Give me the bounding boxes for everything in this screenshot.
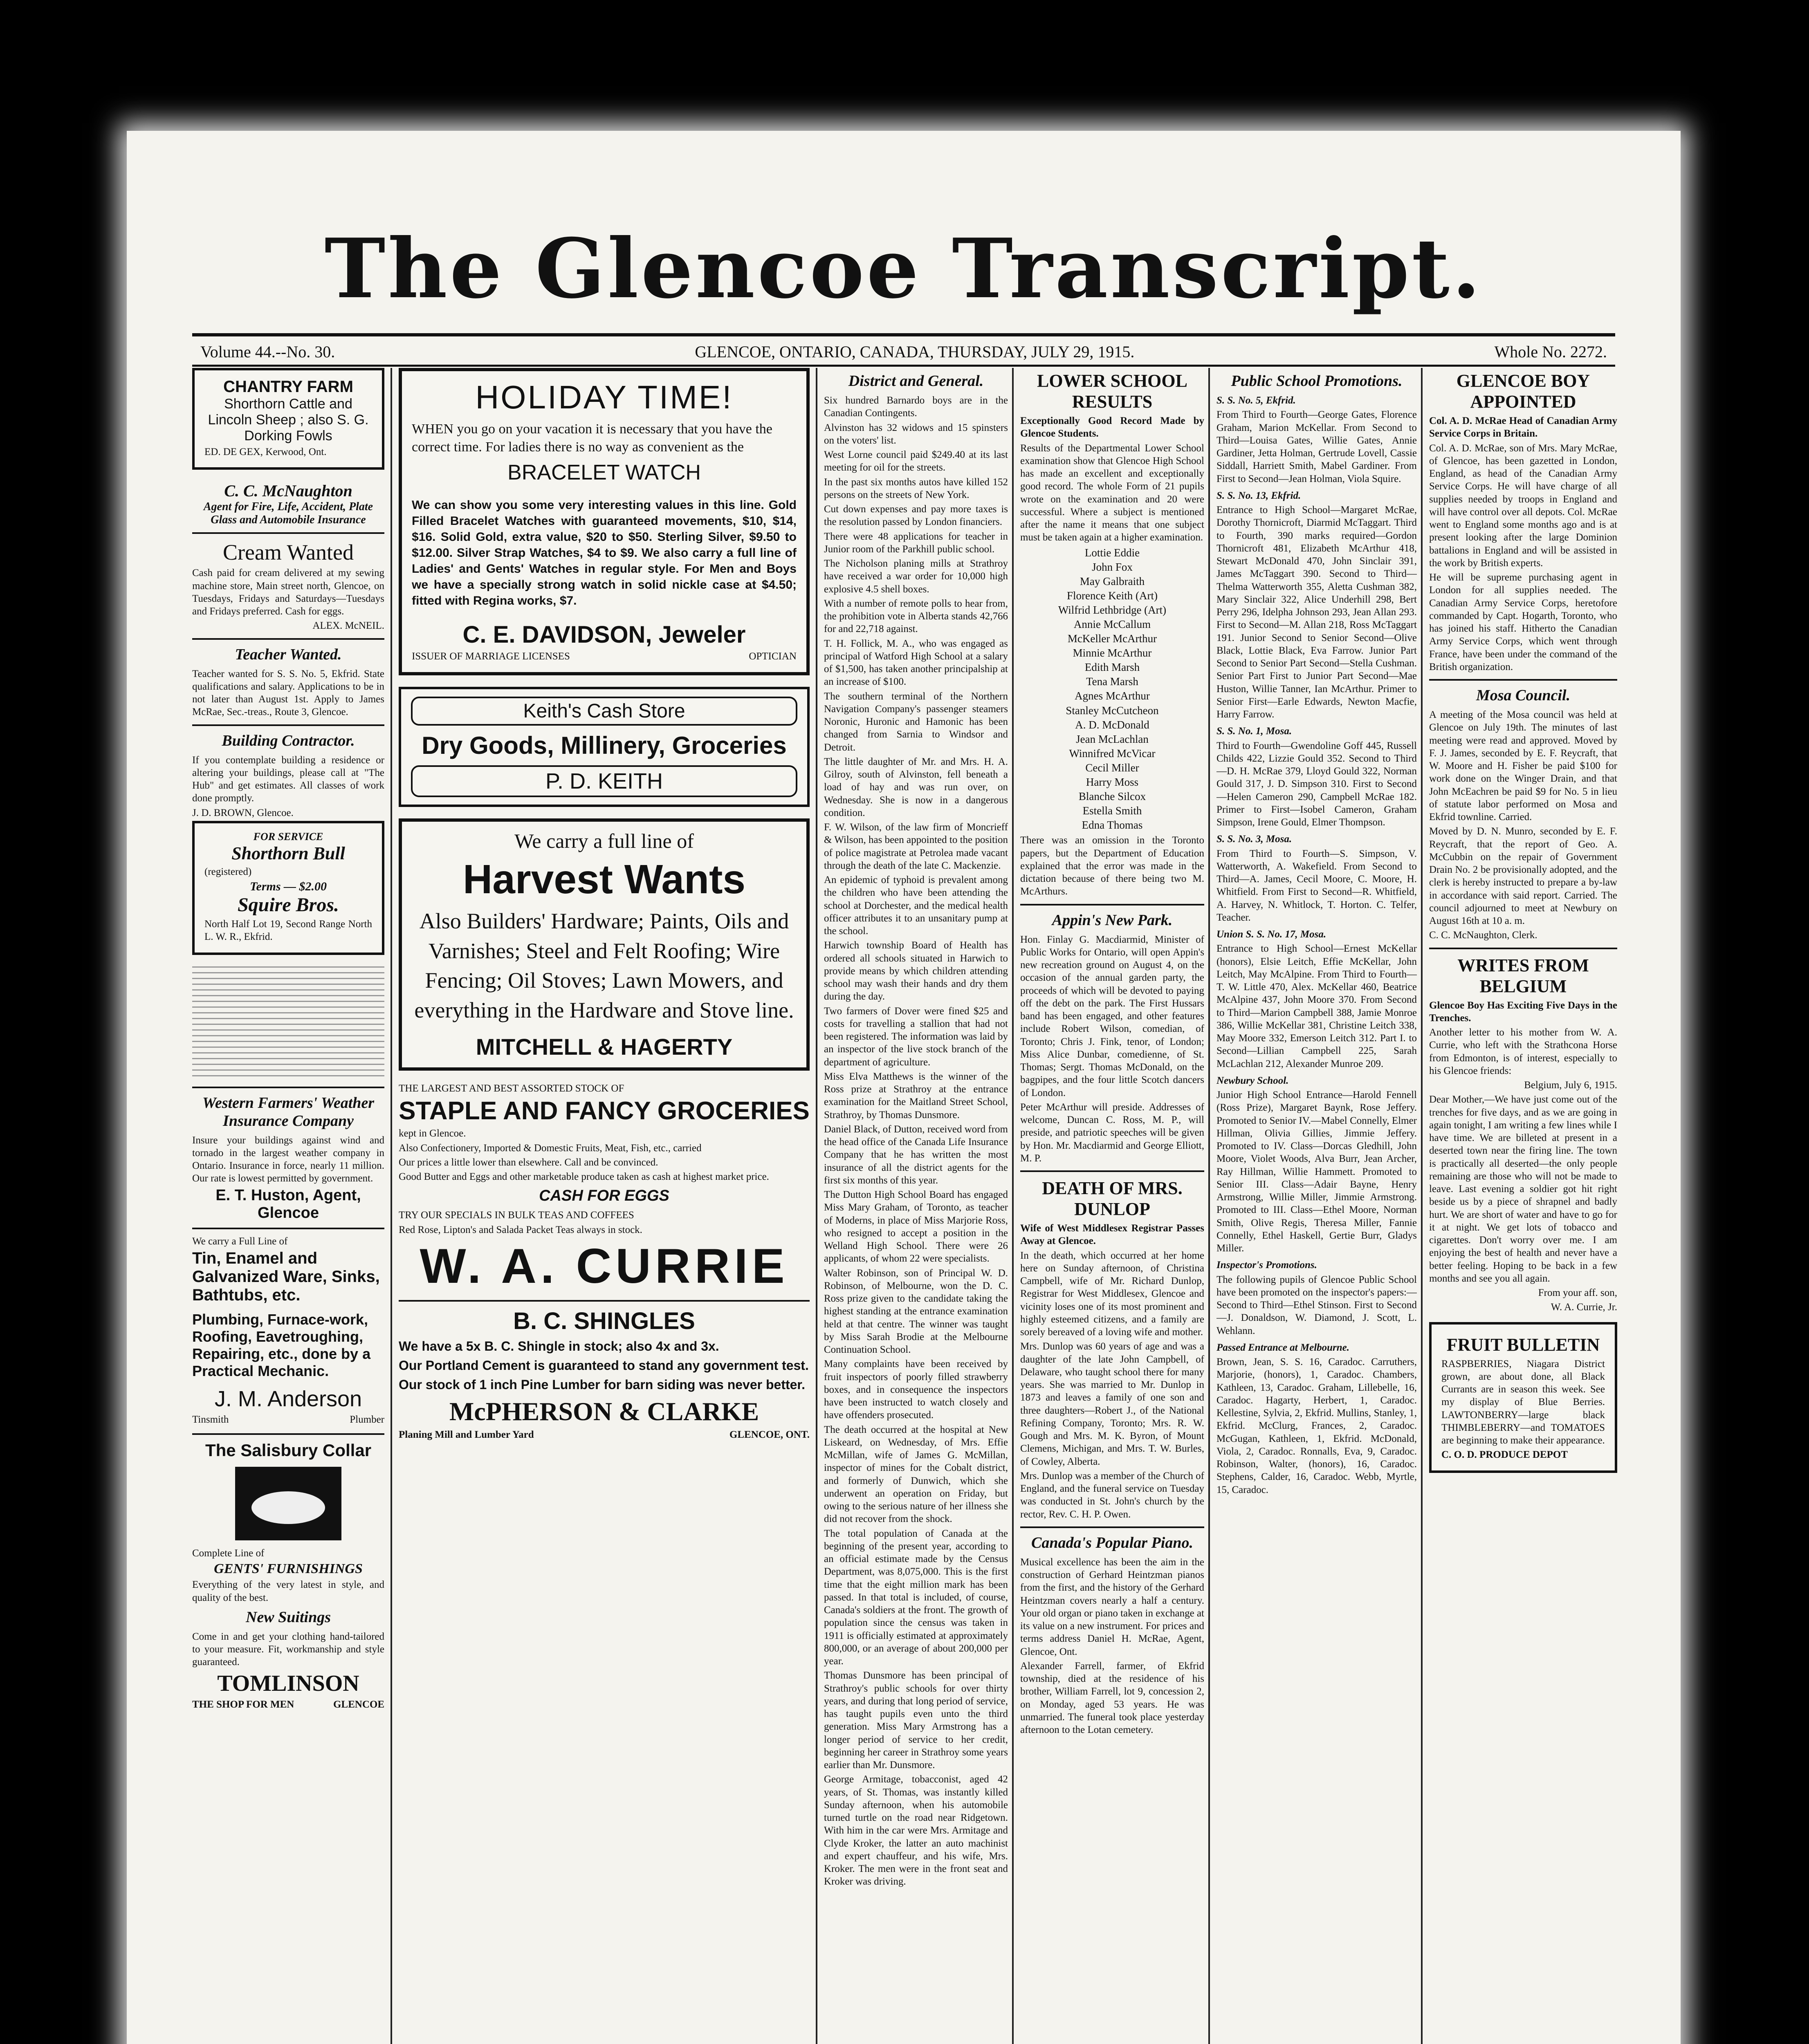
weather-agent: E. T. Huston, Agent, Glencoe (215, 1186, 361, 1221)
divider (399, 1300, 810, 1302)
student-name: May Galbraith (1080, 575, 1145, 587)
harvest-title: Harvest Wants (463, 856, 745, 902)
appin-body2: Peter McArthur will preside. Addresses of welcome, Duncan C. Ross, M. P., will preside, and patriotic speeches will be given by Hon. Mr. Macdiarmid and George Elliott, M. P. (1020, 1101, 1204, 1164)
district-paragraph: There were 48 applications for teacher in Junior room of the Parkhill public school. (824, 531, 1008, 555)
mcnaughton-body: Agent for Fire, Life, Accident, Plate Glass and Automobile Insurance (203, 500, 373, 527)
holiday-watch: BRACELET WATCH (507, 461, 701, 485)
district-paragraph: Walter Robinson, son of Principal W. D. Robinson, of Melbourne, won the D. C. Ross prize given to the candidate taking the highest standing at the entrance examination held at that centre. The winner was taught by Miss Sarah Brodie at the Melbourne Continuation School. (824, 1267, 1008, 1355)
divider (1429, 679, 1617, 681)
column-rule (1421, 368, 1423, 2044)
builder-title: Building Contractor. (222, 732, 355, 749)
mosa-council-body2: Moved by D. N. Munro, seconded by E. F. Reycraft, that the report of Geo. A. McCubbin on the repair of Government Drain No. 2 be provisionally adopted, and the clerk is hereby instructed to prepare a by-law in accordance with said report. Carried. The council adjourned to meet at Newbury on August 16th at 10 a. m. (1429, 826, 1617, 926)
tomlinson-town: GLENCOE (333, 1699, 384, 1710)
harvest-body: Also Builders' Hardware; Paints, Oils and Varnishes; Steel and Felt Roofing; Wire Fencing; Oil Stoves; Lawn Mowers, and everything in the Hardware and Stove line. (414, 908, 794, 1023)
district-paragraph: An epidemic of typhoid is prevalent among the children who have been attending the school at Dorchester, and the medical health officer attributes it to an unsanitary pump at the school. (824, 874, 1008, 937)
student-name: Stanley McCutcheon (1066, 704, 1159, 717)
cream-sign: ALEX. McNEIL. (312, 620, 384, 632)
ad-anderson-tinsmith (192, 1235, 384, 1428)
student-name: Blanche Silcox (1078, 790, 1146, 803)
anderson-body2: Plumbing, Furnace-work, Roofing, Eavetroughing, Repairing, etc., done by a Practical Mechanic. (192, 1311, 371, 1379)
tomlinson-sub (192, 1697, 384, 1712)
promotion-section-heading: S. S. No. 1, Mosa. (1216, 726, 1292, 737)
ad-shorthorn-bull (192, 821, 384, 955)
holiday-body: We can show you some very interesting values in this line. Gold Filled Bracelet Watches with guaranteed movements, $10, $14, $16. Solid Gold, extra value, $20 to $50. Sterling Silver, $9.50 to $12.00. Silver Strap Watches, $4 to $9. We also carry a full line of Ladies' and Gents' Watches in regular style. For Men and Boys we have a specially strong watch in solid nickle case at $4.50; fitted with Regina works, $7. (412, 498, 797, 608)
anderson-name: J. M. Anderson (214, 1386, 362, 1411)
masthead-rule-bottom (192, 365, 1615, 367)
masthead-title: The Glencoe Transcript. (324, 221, 1483, 317)
ad-cream-wanted (192, 540, 384, 632)
district-paragraph: The little daughter of Mr. and Mrs. H. A. Gilroy, south of Alvinston, fell beneath a load of hay and was run over, on Wednesday. She is now in a dangerous condition. (824, 756, 1008, 818)
district-paragraph: Thomas Dunsmore has been principal of Strathroy's public schools for over thirty years, and during that long period of service, has taught pupils even unto the third generation. Miss Mary Armstrong has a longer period of service to her credit, beginning her career in Strathroy some years earlier than Mr. Dunsmore. (824, 1670, 1008, 1771)
column-rule (391, 368, 392, 2044)
mcnaughton-title: C. C. McNaughton (224, 482, 352, 500)
ad-chantry-farm (192, 368, 384, 470)
holiday-jeweler: C. E. DAVIDSON, Jeweler (462, 621, 746, 648)
keith-title: Keith's Cash Store (411, 697, 797, 726)
fruit-title: FRUIT BULLETIN (1446, 1334, 1600, 1355)
district-paragraph: Daniel Black, of Dutton, received word from the head office of the Canada Life Insurance Company that he has written the most insurance of all the district agents for the first six months of this year. (824, 1123, 1008, 1186)
column-rule (1012, 368, 1014, 2044)
holiday-title: HOLIDAY TIME! (475, 379, 733, 415)
student-name: Winnifred McVicar (1069, 747, 1156, 760)
promotion-section-heading: Inspector's Promotions. (1216, 1260, 1317, 1271)
district-paragraph: Harwich township Board of Health has ordered all schools situated in Harwich to provide means by which children attending school may wash their hands and dry them during the day. (824, 940, 1008, 1002)
dunlop-title: DEATH OF MRS. DUNLOP (1042, 1178, 1183, 1219)
district-paragraph: Cut down expenses and pay more taxes is the resolution passed by London financiers. (824, 504, 1008, 528)
currie-eggs: CASH FOR EGGS (539, 1187, 669, 1205)
column-rule (1208, 368, 1210, 2044)
promotion-section-heading: S. S. No. 5, Ekfrid. (1216, 395, 1296, 406)
ad-salisbury-collar (192, 1441, 384, 1712)
promotion-section (1216, 833, 1417, 924)
promotion-section-heading: Passed Entrance at Melbourne. (1216, 1342, 1350, 1353)
shingles-line2: Our Portland Cement is guaranteed to stand any government test. (399, 1358, 809, 1373)
teacher-body: Teacher wanted for S. S. No. 5, Ekfrid. State qualifications and salary. Applications to be in not later than August 1st. Apply to James McRae, Sec.-treas., Route 3, Glencoe. (192, 668, 384, 718)
chantry-owner: ED. DE GEX, Kerwood, Ont. (204, 446, 327, 457)
student-name: Harry Moss (1086, 776, 1139, 788)
shingles-town: GLENCOE, ONT. (729, 1429, 810, 1440)
column-school-results (1020, 368, 1204, 2044)
salisbury-body: Everything of the very latest in style, and quality of the best. (192, 1579, 384, 1603)
cream-body: Cash paid for cream delivered at my sewing machine store, Main street north, Glencoe, on Tuesdays, Fridays and Saturdays—Tuesdays and Fridays preferred. Cash for eggs. (192, 567, 384, 617)
promotion-section (1216, 725, 1417, 829)
promotion-section-text: From Third to Fourth—S. Simpson, V. Watterworth, A. Wakefield. From Second to Third—A. James, Cecil Moore, C. Moore, H. Whitfield. From First to Second—R. Whitfield, A. Harvey, N. Whitlock, T. Horton. C. Telfer, Teacher. (1216, 848, 1417, 923)
mosa-council-body: A meeting of the Mosa council was held at Glencoe on July 19th. The minutes of last meeting were read and approved. Moved by F. J. James, seconded by E. F. Reycraft, that W. Moore and H. Fisher be paid $100 for work done on the Winger Drain, and that John McEachren be paid $9 for No. 5 in lieu of statute labor performed on Mosa and Ekfrid townline. Carried. (1429, 709, 1617, 823)
lower-school-title: LOWER SCHOOL RESULTS (1037, 371, 1187, 412)
mosa-council-title: Mosa Council. (1476, 687, 1571, 704)
professional-cards-text (192, 966, 384, 1081)
student-name: A. D. McDonald (1075, 718, 1149, 731)
promotion-section (1216, 394, 1417, 485)
promotion-section-text: Entrance to High School—Margaret McRae, Dorothy Thornicroft, Diarmid McTaggart. Third to Fourth, 390 marks required—Gordon Thornicroft 481, Elizabeth McArthur 418, Stewart McDonald 470, John Sinclair 391, James McTaggart 390. Second to Third—Thelma Watterworth 355, Aletta Cushman 382, Mary Sinclair 322, Alice Underhill 298, Bert Perry 296, Idelpha Johnson 293, Jean Allan 293. First to Second—M. Allan 218, Ross McTaggart 191. Junior Second to Senior Second—Olive Black, Lottie Black, Eva Farrow. Junior Part Second to Senior Part Second—Stella Cushman. Senior Part First to Junior Part Second—Mae Huston, Willie Tanner, Ian McArthur. Primer to Senior First—Earle Edwards, Newton Macfie, Harry Farrow. (1216, 504, 1417, 720)
student-name: Estella Smith (1082, 805, 1142, 817)
weather-title: Western Farmers' Weather Insurance Company (202, 1094, 375, 1130)
ad-keith-cash-store (399, 687, 810, 807)
district-paragraph: Two farmers of Dover were fined $25 and costs for travelling a stallion that had not been registered. The information was laid by an inspector of the live stock branch of the department of agriculture. (824, 1005, 1008, 1068)
district-paragraph: The death occurred at the hospital at New Liskeard, on Wednesday, of Mrs. Effie McMillan, wife of James G. McMillan, inspector of mines for the Cobalt district, and formerly of Dunwich, which she underwent an operation on Friday, but owing to the serious nature of her illness she did not recover from the shock. (824, 1424, 1008, 1525)
shingles-title: B. C. SHINGLES (513, 1307, 695, 1334)
district-paragraph: George Armitage, tobacconist, aged 42 years, of St. Thomas, was instantly killed Sunday afternoon, when his automobile turned turtle on the road near Ridgetown. With him in the car were Mrs. Armitage and Clyde Kroker, the latter an auto machinist and expert chauffeur, and his wife, Mrs. Kroker. The men were in the front seat and Kroker was driving. (824, 1774, 1008, 1887)
district-paragraph: Miss Elva Matthews is the winner of the Ross prize at Strathroy at the entrance examination for the Maitland Street School, Strathroy, by Thomas Dunsmore. (824, 1071, 1008, 1121)
promotion-section-text: Third to Fourth—Gwendoline Goff 445, Russell Childs 422, Lizzie Gould 352. Second to Third—D. H. McRae 379, Lloyd Gould 322, Norman Gould 317, J. D. Simpson 310. First to Second—Helen Cameron 290, Campbell McRae 182. Primer to First—Isobel Cameron, Graham Simpson, Irene Gould, Elmer Thompson. (1216, 740, 1417, 828)
student-name: Minnie McArthur (1073, 647, 1152, 659)
harvest-intro: We carry a full line of (514, 829, 694, 852)
anderson-trades (192, 1412, 384, 1428)
fruit-body: RASPBERRIES, Niagara District grown, are about done, all Black Currants are in season this week. See my display of Blue Berries. LAWTONBERRY—large black THIMBLEBERRY—and TOMATOES are beginning to make their appearance. (1441, 1358, 1605, 1446)
currie-teas: TRY OUR SPECIALS IN BULK TEAS AND COFFEES (399, 1210, 634, 1221)
anderson-intro: We carry a Full Line of (192, 1235, 288, 1247)
date-line: GLENCOE, ONTARIO, CANADA, THURSDAY, JULY 29, 1915. (695, 342, 1135, 361)
bull-reg: (registered) (204, 866, 252, 877)
tomlinson-name: TOMLINSON (217, 1670, 359, 1696)
harvest-firm: MITCHELL & HAGERTY (476, 1034, 733, 1060)
bull-address: North Half Lot 19, Second Range North L. W. R., Ekfrid. (204, 919, 372, 943)
volume-number: Volume 44.--No. 30. (200, 342, 335, 361)
promotion-section-text: Brown, Jean, S. S. 16, Caradoc. Carruthers, Marjorie, (honors), 1, Caradoc. Chambers, Kathleen, 13, Caradoc. Graham, Lillebelle, 16, Caradoc. Hagarty, Herbert, 1, Caradoc. Kellestine, Sylvia, 2, Ekfrid. Mullins, Stanley, 1, Ekfrid. McClurg, Frances, 2, Caradoc. McGugan, Kathleen, 1, Ekfrid. McDonald, Viola, 2, Caradoc. Ronnalls, Eva, 9, Caradoc. Robinson, Walter, (honors), 16, Caradoc. Stephens, Calder, 16, Caradoc. Webb, Myrtle, 15, Caradoc. (1216, 1356, 1417, 1495)
chantry-body: Shorthorn Cattle and Lincoln Sheep ; also S. G. Dorking Fowls (208, 396, 369, 444)
keith-body: Dry Goods, Millinery, Groceries (422, 731, 787, 759)
teacher-title: Teacher Wanted. (235, 645, 342, 663)
builder-body: If you contemplate building a residence or altering your buildings, please call at "The Hub" and get estimates. All classes of work done promptly. (192, 754, 384, 804)
district-paragraph: F. W. Wilson, of the law firm of Moncrieff & Wilson, has been appointed to the position of police magistrate at Petrolea made vacant through the death of the late C. Mackenzie. (824, 822, 1008, 871)
chantry-title: CHANTRY FARM (223, 378, 353, 396)
ad-weather-insurance (192, 1094, 384, 1222)
column-district-news (824, 368, 1008, 2044)
ad-holiday-time (399, 368, 810, 675)
column-right-news (1429, 368, 1617, 2044)
district-paragraphs (824, 394, 1008, 1888)
dunlop-body: In the death, which occurred at her home here on Sunday afternoon, of Christina Campbell, wife of Mr. Richard Dunlop, Registrar for West Middlesex, Glencoe and vicinity loses one of its most prominent and highly esteemed citizens, and a family are sorely bereaved of a loving wife and mother. (1020, 1250, 1204, 1338)
collar-illustration (235, 1467, 341, 1540)
district-paragraph: West Lorne council paid $249.40 at its last meeting for oil for the streets. (824, 449, 1008, 473)
lower-school-tail: There was an omission in the Toronto papers, but the Department of Education explained that the error was made in the dictation because of there being two M. McArthurs. (1020, 835, 1204, 897)
divider (192, 724, 384, 726)
student-name: Cecil Miller (1085, 761, 1139, 774)
holiday-intro: WHEN you go on your vacation it is necessary that you have the correct time. For ladies there is no way as convenient as the (412, 421, 772, 455)
boy-appointed-body2: He will be supreme purchasing agent in London for all supplies needed. The Canadian Army Service Corps, heretofore commanded by Capt. Hogarth, Toronto, who has joined his staff. Hitherto the Canadian Army Service Corps, which went through France, have been under the command of the British organization. (1429, 572, 1617, 672)
ad-teacher-wanted (192, 645, 384, 719)
appin-body: Hon. Finlay G. Macdiarmid, Minister of Public Works for Ontario, will open Appin's new recreation ground on August 4, on the occasion of the annual garden party, the proceeds of which will be devoted to paying off the debt on the park. The First Hussars band has been engaged, and other features include Robert Wilson, comedian, of Toronto; Chris J. Fink, tenor, of London; Miss Alice Dunbar, comedienne, of St. Thomas; Sergt. Thomas McDonald, on the bagpipes, and the four little Scotch dancers of London. (1020, 934, 1204, 1098)
district-paragraph: The Nicholson planing mills at Strathroy have received a war order for 10,000 high explosive 4.5 shell boxes. (824, 558, 1008, 595)
currie-butter: Good Butter and Eggs and other marketable produce taken as cash at highest market price. (399, 1171, 769, 1183)
currie-teas2: Red Rose, Lipton's and Salada Packet Teas always in stock. (399, 1224, 642, 1235)
column-promotions (1216, 368, 1417, 2044)
student-name: Wilfrid Lethbridge (Art) (1058, 603, 1167, 616)
student-name: Edith Marsh (1084, 661, 1140, 674)
district-paragraph: In the past six months autos have killed 152 persons on the streets of New York. (824, 476, 1008, 500)
holiday-issuer: ISSUER OF MARRIAGE LICENSES (412, 651, 570, 662)
belgium-sign: From your aff. son, (1538, 1287, 1617, 1298)
salisbury-title: The Salisbury Collar (205, 1441, 372, 1460)
holiday-optician: OPTICIAN (749, 651, 797, 662)
district-paragraph: T. H. Follick, M. A., who was engaged as principal of Watford High School at a salary of $1,500, has taken another principalship at an increase of $100. (824, 638, 1008, 688)
promotions-title: Public School Promotions. (1231, 372, 1403, 390)
tomlinson-tagline: THE SHOP FOR MEN (192, 1699, 294, 1710)
dunlop-body2: Mrs. Dunlop was 60 years of age and was a daughter of the late John Campbell, of Delaware, who taught school there for many years. She was married to Mr. Dunlop in 1873 and leaves a family of one son and three daughters—Robert J., of the National Refining Company, Toronto; Mrs. R. W. Gough and Mrs. M. K. Byron, of Mount Clemens, Michigan, and Mrs. T. W. Burles, of Cowley, Alberta. (1020, 1341, 1204, 1467)
ad-harvest-wants (399, 818, 810, 1071)
holiday-footer (412, 648, 797, 664)
promotion-sections (1216, 394, 1417, 1496)
bull-owner: Squire Bros. (237, 894, 339, 916)
weather-body: Insure your buildings against wind and tornado in the largest weather company in Ontario. Insurance in force, nearly 11 million. Our rate is lowest permitted by government. (192, 1134, 384, 1184)
bull-label: FOR SERVICE (253, 830, 323, 843)
salisbury-gents: GENTS' FURNISHINGS (214, 1561, 363, 1577)
boy-appointed-title: GLENCOE BOY APPOINTED (1456, 371, 1590, 412)
student-name: Agnes McArthur (1075, 690, 1150, 702)
district-paragraph: The southern terminal of the Northern Navigation Company's passenger steamers Noronic, Huronic and Hamonic has been changed from Sarnia to Windsor and Detroit. (824, 690, 1008, 753)
ad-mcnaughton (192, 481, 384, 527)
promotion-section (1216, 928, 1417, 1070)
belgium-body2: Dear Mother,—We have just come out of the trenches for five days, and as we are going in again tonight, I am writing a few lines while I have time. We are billeted at present in a deserted town near the firing line. The town is practically all deserted—the only people remaining are those who will not be made to leave. Last evening a soldier got hit right beside us by a piece of shrapnel and badly hurt. We are short of water and have to go for it at night. We get lots of tobacco and cigarettes. Don't worry over me. I am enjoying the best of health and never have a better feeling. Hoping to be back in a few months and see you all again. (1429, 1094, 1617, 1284)
promotion-section-text: The following pupils of Glencoe Public School have been promoted on the inspector's papers:— Second to Third—Ethel Stinson. First to Second—J. Donaldson, W. Diamond, J. Scott, L. Wehlann. (1216, 1274, 1417, 1336)
promotion-section-text: Junior High School Entrance—Harold Fennell (Ross Prize), Margaret Baynk, Rose Jeffery. Promoted to Senior IV.—Mabel Connelly, Elmer Hillman, Olivia Gillies, Jimmie Jeffery. Promoted to IV. Class—Dorcas Gledhill, John Moore, Violet Woods, Alva Burr, Jean Archer, Ray Hillman, Willie Hammett. Promoted to Senior III. Class—Adair Bayne, Henry Armstrong, Willie Miller, Jimmie Armstrong. Promoted to III. Class—Ethel Moore, Norman Smith, Olive Regis, Theresa Miller, Fannie Connelly, Ethel Haskell, Gertie Burr, Gladys Miller. (1216, 1089, 1417, 1254)
promotion-section (1216, 489, 1417, 721)
salisbury-line: Complete Line of (192, 1548, 265, 1559)
student-name: Tena Marsh (1086, 675, 1138, 688)
divider (1429, 948, 1617, 949)
district-paragraph: Many complaints have been received by fruit inspectors of poorly filled strawberry boxes, and in consequence the inspectors have been instructed to watch closely and have offenders prosecuted. (824, 1358, 1008, 1421)
dunlop-sub: Wife of West Middlesex Registrar Passes Away at Glencoe. (1020, 1223, 1204, 1247)
promotion-section-text: From Third to Fourth—George Gates, Florence Graham, Marion McKellar. From Second to Third—Louisa Gates, Willie Gates, Annie Gardiner, Jetta Holman, Gertrude Lovell, Cassie Siddall, Harriett Smith, Mabel Gardiner. From First to Second—Jean Holman, Viola Squire. (1216, 409, 1417, 484)
mosa-council-clerk: C. C. McNaughton, Clerk. (1429, 930, 1537, 941)
currie-title: STAPLE AND FANCY GROCERIES (399, 1097, 810, 1125)
collar-icon (251, 1491, 325, 1524)
lower-school-sub: Exceptionally Good Record Made by Glencoe Students. (1020, 415, 1204, 439)
promotion-section (1216, 1074, 1417, 1255)
student-name: Florence Keith (Art) (1067, 589, 1158, 602)
student-name: McKeller McArthur (1067, 632, 1157, 645)
currie-kept: kept in Glencoe. (399, 1128, 466, 1139)
divider (192, 532, 384, 534)
ad-building-contractor (192, 732, 384, 819)
divider (1020, 1170, 1204, 1172)
promotion-section (1216, 1259, 1417, 1337)
district-paragraph: Six hundred Barnardo boys are in the Canadian Contingents. (824, 395, 1008, 419)
salisbury-suit-body: Come in and get your clothing hand-tailored to your measure. Fit, workmanship and style guaranteed. (192, 1631, 384, 1668)
district-paragraph: The total population of Canada at the beginning of the present year, according to an official estimate made by the Census Department, was 8,075,000. This is the first time that the eight million mark has been passed. In that total is included, of course, Canada's soldiers at the front. The growth of population since the census was taken in 1911 is officially estimated at approximately 800,000, or an average of about 200,000 per year. (824, 1528, 1008, 1667)
shingles-footer (399, 1427, 810, 1443)
promotion-section-text: Entrance to High School—Ernest McKellar (honors), Elsie Leitch, Effie McKellar, John Leitch, May McAlpine. From Third to Fourth—T. W. Little 470, Alex. McKellar 460, Beatrice McAlpine 437, John Moore 370. From Second to Third—Marion Campbell 388, Jamie Monroe 386, Willie McKellar 381, Christine Leitch 338, May Moore 332, Emerson Leitch 312. Part I. to Second—Lillian Campbell 225, Sarah McLachlan 212, Alexander Munroe 209. (1216, 943, 1417, 1069)
piano-title: Canada's Popular Piano. (1031, 1534, 1193, 1551)
keith-name: P. D. KEITH (411, 765, 797, 797)
promotion-section-heading: Newbury School. (1216, 1075, 1289, 1086)
currie-prices: Our prices a little lower than elsewhere. Call and be convinced. (399, 1156, 658, 1168)
column-rule (816, 368, 817, 2044)
boy-appointed-body: Col. A. D. McRae, son of Mrs. Mary McRae, of Glencoe, has been gazetted in London, England, as head of the Canadian Army Service Corps. He will have charge of all supplies needed by troops in England and will have control over all depots. Col. McRae went to England some months ago and is at present looking after the large Dominion battalions in England and will be assisted in the work by British experts. (1429, 442, 1617, 569)
student-name: John Fox (1092, 560, 1133, 573)
district-heading: District and General. (848, 372, 984, 390)
anderson-tinsmith-label: Tinsmith (192, 1414, 229, 1425)
shingles-firm: McPHERSON & CLARKE (449, 1396, 759, 1426)
lower-school-names (1020, 546, 1204, 833)
shingles-sub: Planing Mill and Lumber Yard (399, 1429, 534, 1440)
ad-bc-shingles (399, 1307, 810, 1443)
belgium-sub: Glencoe Boy Has Exciting Five Days in the Trenches. (1429, 1000, 1617, 1024)
belgium-date: Belgium, July 6, 1915. (1524, 1080, 1617, 1091)
student-name: Annie McCallum (1073, 618, 1151, 630)
belgium-body: Another letter to his mother from W. A. Currie, who left with the Strathcona Horse from Edmonton, is of interest, especially to his Glencoe friends: (1429, 1027, 1617, 1076)
belgium-title: WRITES FROM BELGIUM (1457, 955, 1589, 996)
dunlop-body3: Mrs. Dunlop was a member of the Church of England, and the funeral service on Tuesday was conducted in St. John's church by the rector, Rev. C. H. P. Owen. (1020, 1470, 1204, 1520)
promotion-section (1216, 1341, 1417, 1496)
lower-school-body: Results of the Departmental Lower School examination show that Glencoe High School has made an excellent and exceptionally good record. The whole Form of 21 pupils wrote on the examination and 20 were successful. Where a subject is mentioned after the name it means that one subject must be taken again at a higher examination. (1020, 442, 1204, 543)
student-name: Edna Thomas (1082, 819, 1143, 831)
salisbury-suitings: New Suitings (245, 1608, 331, 1626)
promotion-section-heading: S. S. No. 13, Ekfrid. (1216, 490, 1301, 501)
column-ads-center (399, 368, 810, 2044)
newspaper-page (127, 131, 1681, 2044)
appin-title: Appin's New Park. (1052, 911, 1173, 929)
piano-body: Musical excellence has been the aim in the construction of Gerhard Heintzman pianos from the first, and the history of the Gerhard Heintzman covers nearly a half a century. Your old organ or piano taken in exchange at its value on a new instrument. For prices and terms address Daniel H. McRae, Agent, Glencoe, Ont. (1020, 1556, 1204, 1657)
cream-title: Cream Wanted (222, 540, 354, 565)
belgium-name: W. A. Currie, Jr. (1551, 1302, 1617, 1313)
ad-currie-groceries (399, 1082, 810, 1294)
masthead-rule-top (192, 333, 1615, 336)
boy-appointed-sub: Col. A. D. McRae Head of Canadian Army Service Corps in Britain. (1429, 415, 1617, 439)
anderson-plumber-label: Plumber (350, 1414, 384, 1425)
divider (1020, 1526, 1204, 1528)
dateline-bar (200, 339, 1607, 364)
divider (192, 638, 384, 640)
divider (192, 1087, 384, 1088)
shingles-line3: Our stock of 1 inch Pine Lumber for barn siding was never better. (399, 1377, 805, 1392)
divider (192, 1228, 384, 1229)
district-paragraph: With a number of remote polls to hear from, the prohibition vote in Alberta stands 42,766 for and 22,718 against. (824, 598, 1008, 635)
district-paragraph: The Dutton High School Board has engaged Miss Mary Graham, of Toronto, as teacher of Moderns, in place of Miss Marjorie Ross, who resigned to accept a position in the Welland High School. There were 26 applicants, of whom 22 were specialists. (824, 1189, 1008, 1264)
column-ads-left (192, 368, 384, 2044)
student-name: Lottie Eddie (1084, 546, 1140, 559)
piano-body2: Alexander Farrell, farmer, of Ekfrid township, died at the residence of his brother, William Farrell, lot 9, concession 2, on Monday, aged 53 years. He was unmarried. The funeral took place yesterday afternoon to the Lotan cemetery. (1020, 1660, 1204, 1736)
anderson-body: Tin, Enamel and Galvanized Ware, Sinks, Bathtubs, etc. (192, 1249, 380, 1304)
bull-terms: Terms — $2.00 (249, 880, 327, 893)
shingles-line1: We have a 5x B. C. Shingle in stock; also 4x and 3x. (399, 1338, 719, 1354)
divider (1020, 904, 1204, 905)
district-paragraph: Alvinston has 32 widows and 15 spinsters on the voters' list. (824, 422, 1008, 446)
bull-title: Shorthorn Bull (231, 843, 345, 863)
student-name: Jean McLachlan (1076, 733, 1149, 745)
currie-also: Also Confectionery, Imported & Domestic Fruits, Meat, Fish, etc., carried (399, 1142, 702, 1154)
currie-name: W. A. CURRIE (420, 1238, 789, 1293)
currie-intro: THE LARGEST AND BEST ASSORTED STOCK OF (399, 1083, 624, 1094)
ad-fruit-bulletin (1429, 1322, 1617, 1473)
divider (192, 1433, 384, 1435)
whole-number: Whole No. 2272. (1494, 342, 1607, 361)
builder-sign: J. D. BROWN, Glencoe. (192, 807, 294, 818)
promotion-section-heading: Union S. S. No. 17, Mosa. (1216, 929, 1326, 940)
promotion-section-heading: S. S. No. 3, Mosa. (1216, 834, 1292, 845)
fruit-sign: C. O. D. PRODUCE DEPOT (1441, 1449, 1568, 1461)
